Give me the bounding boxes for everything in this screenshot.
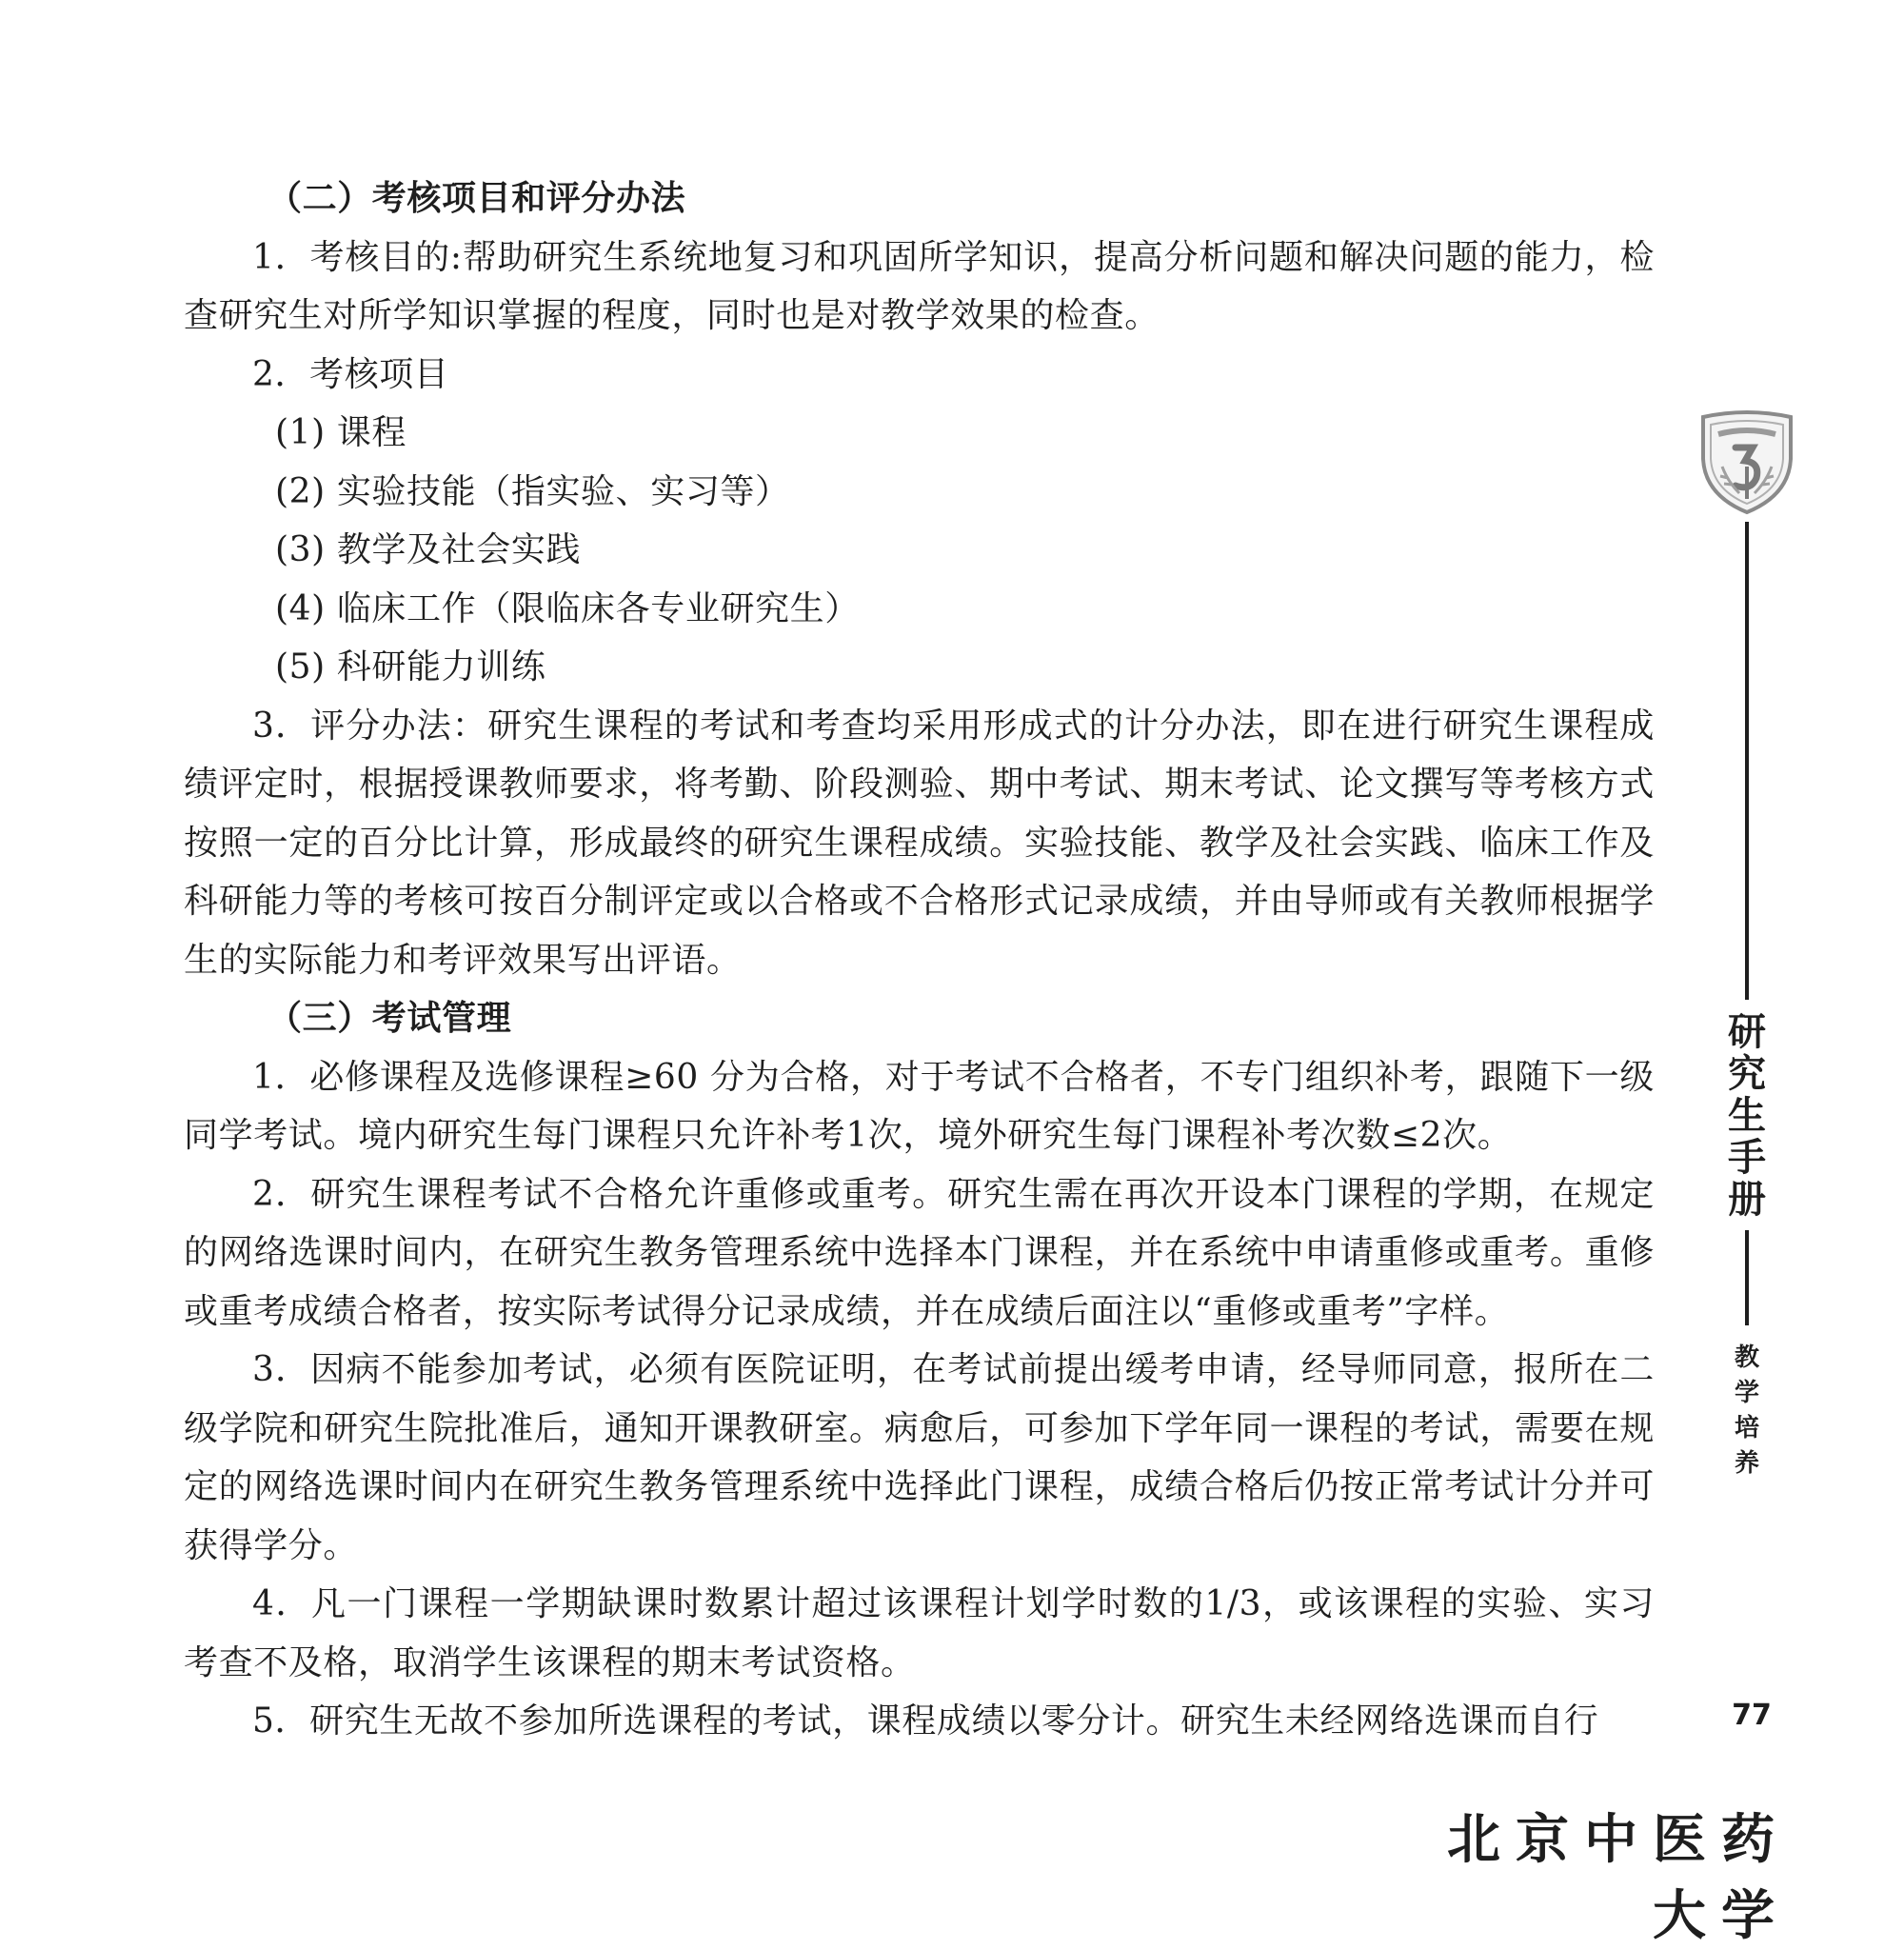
paragraph-scoring-method: 3．评分办法：研究生课程的考试和考查均采用形成式的计分办法，即在进行研究生课程成绩评定时，根据授课教师要求，将考勤、阶段测验、期中考试、期末考试、论文撰写等考核方式按照一定的百分比计算，形成最终的研究生课程成绩。实验技能、教学及社会实践、临床工作及科研能力等的考核可按百分制评定或以合格或不合格形式记录成绩，并由导师或有关教师根据学生的实际能力和考评效果写出评语。	[184, 706, 1655, 980]
section-heading-2: （二）考核项目和评分办法	[268, 178, 686, 218]
vertical-rule-top	[1745, 522, 1749, 1000]
page-number: 77	[1732, 1699, 1772, 1732]
paragraph-exam-rule-5: 5．研究生无故不参加所选课程的考试，课程成绩以零分计。研究生未经网络选课而自行	[252, 1701, 1599, 1741]
vertical-rule-middle	[1745, 1230, 1749, 1325]
list-item: (3) 教学及社会实践	[275, 530, 582, 569]
list-item: (2) 实验技能（指实验、实习等）	[275, 471, 790, 511]
paragraph-assessment-items: 2．考核项目	[252, 354, 449, 394]
paragraph-exam-rule-4: 4．凡一门课程一学期缺课时数累计超过该课程计划学时数的1/3，或该课程的实验、实习考查不及格，取消学生该课程的期末考试资格。	[184, 1584, 1655, 1682]
list-item: (5) 科研能力训练	[275, 647, 546, 686]
list-item: (1) 课程	[275, 413, 407, 452]
paragraph-assessment-purpose: 1．考核目的:帮助研究生系统地复习和巩固所学知识，提高分析问题和解决问题的能力，检查研究生对所学知识掌握的程度，同时也是对教学效果的检查。	[184, 237, 1655, 335]
section-heading-3: （三）考试管理	[268, 998, 512, 1038]
paragraph-exam-rule-2: 2．研究生课程考试不合格允许重修或重考。研究生需在再次开设本门课程的学期，在规定的网络选课时间内，在研究生教务管理系统中选择本门课程，并在系统中申请重修或重考。重修或重考成绩合格者，按实际考试得分记录成绩，并在成绩后面注以“重修或重考”字样。	[184, 1174, 1655, 1331]
list-item: (4) 临床工作（限临床各专业研究生）	[275, 588, 860, 628]
paragraph-exam-rule-1: 1．必修课程及选修课程≥60 分为合格，对于考试不合格者，不专门组织补考，跟随下一级同学考试。境内研究生每门课程只允许补考1次，境外研究生每门课程补考次数≤2次。	[184, 1057, 1655, 1155]
section-vertical-label: 教学培养	[1734, 1343, 1759, 1478]
handbook-vertical-title: 研究生手册	[1728, 1010, 1766, 1222]
paragraph-exam-rule-3: 3．因病不能参加考试，必须有医院证明，在考试前提出缓考申请，经导师同意，报所在二级学院和研究生院批准后，通知开课教研室。病愈后，可参加下学年同一课程的考试，需要在规定的网络选课时间内在研究生教务管理系统中选择此门课程，成绩合格后仍按正常考试计分并可获得学分。	[184, 1350, 1655, 1565]
university-name: 北京中医药大学	[1447, 1808, 1790, 1947]
main-text	[184, 169, 1655, 1751]
side-column	[1695, 409, 1799, 1771]
university-shield-emblem-icon	[1697, 409, 1796, 516]
